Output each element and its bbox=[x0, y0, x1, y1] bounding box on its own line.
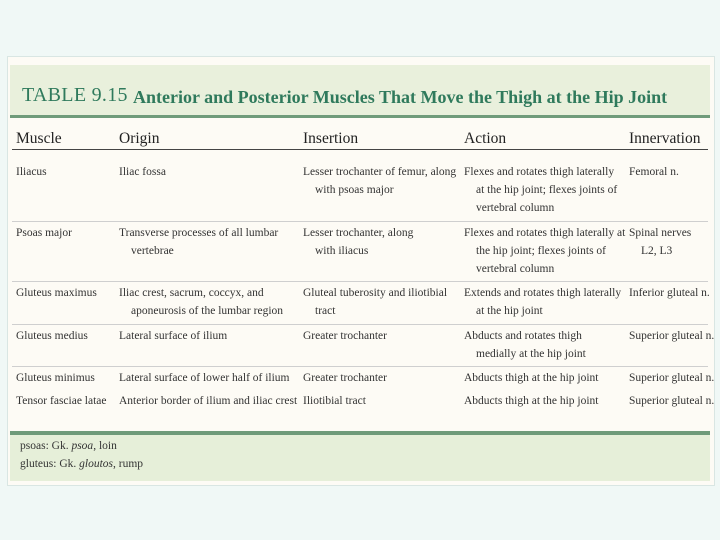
cell-line: Lateral surface of ilium bbox=[119, 330, 228, 342]
table-title-band bbox=[10, 65, 710, 118]
cell-line: Abducts thigh at the hip joint bbox=[464, 372, 599, 384]
cell-line: Extends and rotates thigh laterally bbox=[464, 287, 622, 299]
cell-muscle bbox=[16, 284, 97, 302]
cell-line: L2, L3 bbox=[641, 245, 673, 257]
cell-muscle bbox=[16, 392, 107, 410]
cell-origin bbox=[119, 163, 166, 181]
cell-line: the hip joint; flexes joints of bbox=[476, 245, 606, 257]
cell-insertion bbox=[303, 327, 387, 345]
cell-line: Greater trochanter bbox=[303, 330, 387, 342]
header-divider bbox=[12, 149, 708, 150]
row-divider bbox=[12, 281, 708, 282]
cell-origin bbox=[119, 224, 278, 260]
cell-line: Superior gluteal n. bbox=[629, 395, 715, 407]
cell-line: Iliac fossa bbox=[119, 166, 166, 178]
cell-insertion bbox=[303, 392, 366, 410]
footnote-psoas: psoas: Gk. psoa, loin bbox=[20, 440, 117, 452]
cell-line: Lateral surface of lower half of ilium bbox=[119, 372, 290, 384]
cell-line: Superior gluteal n. bbox=[629, 330, 715, 342]
cell-insertion bbox=[303, 369, 387, 387]
cell-origin bbox=[119, 369, 290, 387]
cell-line: Psoas major bbox=[16, 227, 72, 239]
cell-innervation bbox=[629, 327, 714, 345]
cell-line: Anterior border of ilium and iliac crest bbox=[119, 395, 298, 407]
cell-line: Inferior gluteal n. bbox=[629, 287, 710, 299]
cell-innervation bbox=[629, 284, 710, 302]
cell-line: vertebrae bbox=[131, 245, 174, 257]
cell-line: Gluteus medius bbox=[16, 330, 88, 342]
cell-line: Greater trochanter bbox=[303, 372, 387, 384]
cell-line: Gluteus maximus bbox=[16, 287, 97, 299]
cell-line: Iliotibial tract bbox=[303, 395, 366, 407]
cell-line: at the hip joint; flexes joints of bbox=[476, 184, 618, 196]
footnotes bbox=[10, 435, 710, 481]
cell-line: tract bbox=[315, 305, 336, 317]
cell-innervation bbox=[629, 392, 714, 410]
header-muscle: Muscle bbox=[16, 130, 62, 147]
cell-line: Tensor fasciae latae bbox=[16, 395, 107, 407]
header-innervation: Innervation bbox=[629, 130, 701, 147]
cell-line: Lesser trochanter, along bbox=[303, 227, 414, 239]
row-divider bbox=[12, 221, 708, 222]
cell-line: Gluteal tuberosity and iliotibial bbox=[303, 287, 448, 299]
cell-muscle bbox=[16, 369, 95, 387]
cell-line: Flexes and rotates thigh laterally bbox=[464, 166, 615, 178]
table-number: TABLE 9.15 bbox=[22, 84, 128, 106]
table-title: Anterior and Posterior Muscles That Move the Thigh at the Hip Joint bbox=[133, 87, 668, 107]
cell-line: Lesser trochanter of femur, along bbox=[303, 166, 457, 178]
header-origin: Origin bbox=[119, 130, 160, 147]
cell-innervation bbox=[629, 163, 679, 181]
cell-line: aponeurosis of the lumbar region bbox=[131, 305, 284, 317]
cell-line: medially at the hip joint bbox=[476, 348, 586, 360]
cell-action bbox=[464, 392, 598, 410]
header-insertion: Insertion bbox=[303, 130, 359, 147]
row-divider bbox=[12, 324, 708, 325]
cell-line: Iliacus bbox=[16, 166, 47, 178]
cell-action bbox=[464, 327, 586, 363]
footnote-gluteus: gluteus: Gk. gloutos, rump bbox=[20, 458, 144, 470]
cell-origin bbox=[119, 327, 227, 345]
cell-line: Iliac crest, sacrum, coccyx, and bbox=[119, 287, 264, 299]
cell-insertion bbox=[303, 224, 413, 260]
cell-line: Spinal nerves bbox=[629, 227, 692, 239]
cell-line: vertebral column bbox=[476, 263, 555, 275]
cell-origin bbox=[119, 392, 297, 410]
table-page bbox=[7, 56, 715, 486]
cell-line: Femoral n. bbox=[629, 166, 679, 178]
cell-muscle bbox=[16, 327, 88, 345]
cell-origin bbox=[119, 284, 283, 320]
row-divider bbox=[12, 366, 708, 367]
header-action: Action bbox=[464, 130, 507, 147]
cell-line: Transverse processes of all lumbar bbox=[119, 227, 279, 239]
cell-line: vertebral column bbox=[476, 202, 555, 214]
cell-line: Gluteus minimus bbox=[16, 372, 95, 384]
cell-action bbox=[464, 163, 617, 217]
cell-action bbox=[464, 369, 598, 387]
cell-line: Abducts thigh at the hip joint bbox=[464, 395, 599, 407]
cell-action bbox=[464, 224, 625, 278]
cell-line: Flexes and rotates thigh laterally at bbox=[464, 227, 626, 239]
cell-muscle bbox=[16, 163, 47, 181]
cell-line: Superior gluteal n. bbox=[629, 372, 715, 384]
cell-line: with psoas major bbox=[315, 184, 394, 196]
cell-line: at the hip joint bbox=[476, 305, 543, 317]
cell-insertion bbox=[303, 284, 447, 320]
cell-action bbox=[464, 284, 621, 320]
cell-innervation bbox=[629, 369, 714, 387]
cell-innervation bbox=[629, 224, 691, 260]
cell-muscle bbox=[16, 224, 72, 242]
cell-line: with iliacus bbox=[315, 245, 369, 257]
cell-line: Abducts and rotates thigh bbox=[464, 330, 582, 342]
cell-insertion bbox=[303, 163, 456, 199]
